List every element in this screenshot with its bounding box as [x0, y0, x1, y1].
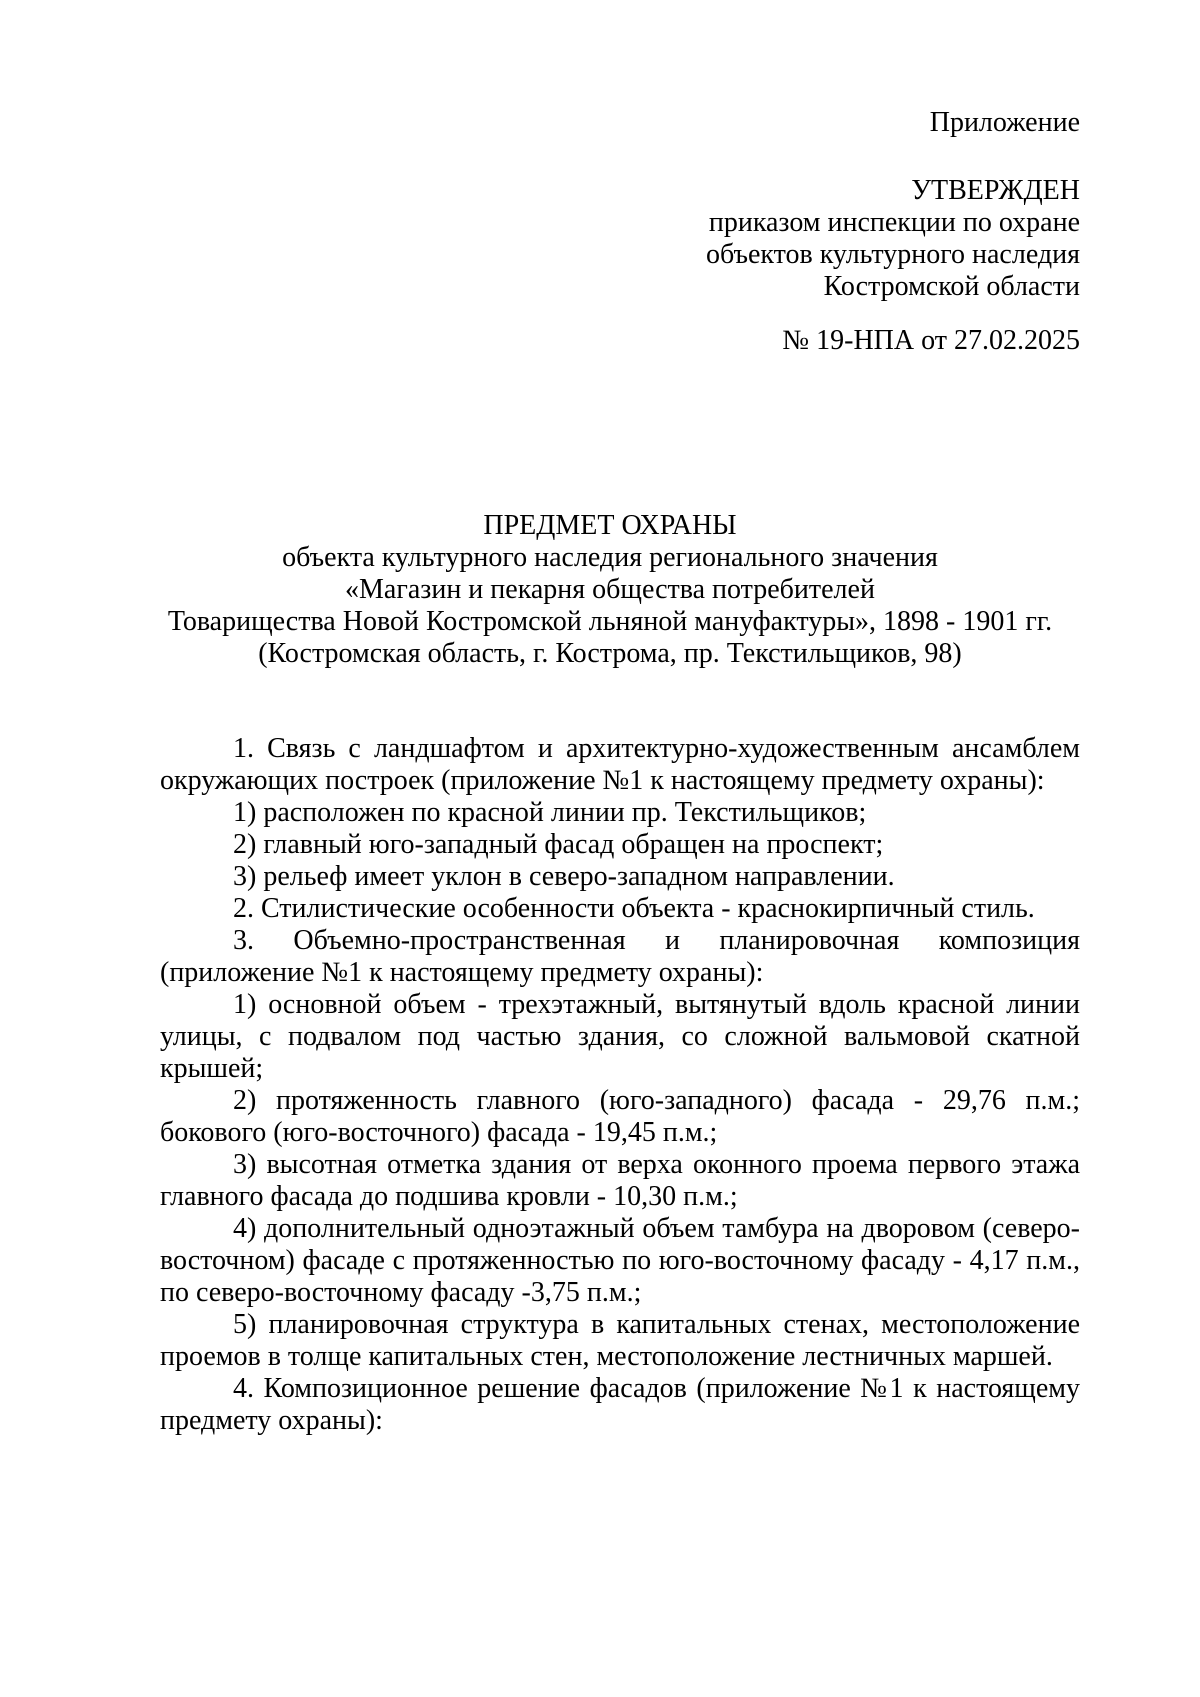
approved-heading: УТВЕРЖДЕН [911, 175, 1080, 206]
heading-line: «Магазин и пекарня общества потребителей [345, 574, 875, 605]
approval-block [706, 175, 1080, 303]
approved-line: объектов культурного наследия [705, 239, 1080, 270]
approved-line: приказом инспекции по охране [708, 207, 1080, 238]
paragraph: 4. Композиционное решение фасадов (приложение №1 к настоящему предмету охраны): [160, 1373, 1080, 1436]
paragraph: 2. Стилистические особенности объекта - краснокирпичный стиль. [233, 893, 1035, 924]
paragraph: 3. Объемно-пространственная и планировочная композиция (приложение №1 к настоящему предмету охраны): [160, 925, 1080, 988]
paragraph: 4) дополнительный одноэтажный объем тамбура на дворовом (северо-восточном) фасаде с протяженностью по юго-восточному фасаду - 4,17 п.м., по северо-восточному фасаду -3,75 п.м.; [160, 1213, 1080, 1308]
heading-line: (Костромская область, г. Кострома, пр. Текстильщиков, 98) [258, 638, 962, 669]
document-heading [150, 510, 1070, 670]
paragraph: 1) основной объем - трехэтажный, вытянутый вдоль красной линии улицы, с подвалом под частью здания, со сложной вальмовой скатной крышей; [160, 989, 1080, 1084]
approved-line: Костромской области [823, 271, 1080, 302]
heading-line: Товарищества Новой Костромской льняной мануфактуры», 1898 - 1901 гг. [167, 606, 1053, 637]
order-number: № 19-НПА от 27.02.2025 [782, 325, 1080, 356]
paragraph: 3) высотная отметка здания от верха оконного проема первого этажа главного фасада до подшива кровли - 10,30 п.м.; [160, 1149, 1080, 1212]
paragraph: 3) рельеф имеет уклон в северо-западном направлении. [233, 861, 895, 892]
paragraph: 2) главный юго-западный фасад обращен на проспект; [233, 829, 884, 860]
paragraph: 1. Связь с ландшафтом и архитектурно-художественным ансамблем окружающих построек (приложение №1 к настоящему предмету охраны): [160, 733, 1080, 796]
paragraph: 1) расположен по красной линии пр. Текстильщиков; [233, 797, 867, 828]
paragraph: 2) протяженность главного (юго-западного) фасада - 29,76 п.м.; бокового (юго-восточного) фасада - 19,45 п.м.; [160, 1085, 1080, 1148]
document-title: ПРЕДМЕТ ОХРАНЫ [483, 510, 737, 541]
heading-line: объекта культурного наследия регионального значения [282, 542, 938, 573]
paragraph: 5) планировочная структура в капитальных стенах, местоположение проемов в толще капитальных стен, местоположение лестничных маршей. [160, 1309, 1080, 1372]
document-body [160, 733, 1080, 1437]
appendix-label: Приложение [929, 107, 1080, 138]
